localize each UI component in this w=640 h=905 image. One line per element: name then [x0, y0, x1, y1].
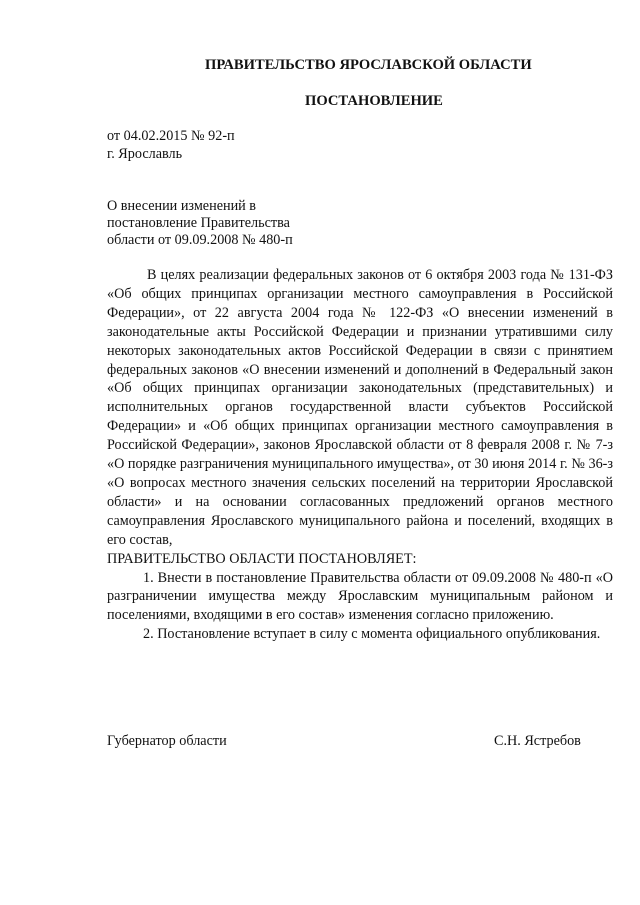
signature-position: Губернатор области	[107, 733, 227, 749]
resolution-item-2: 2. Постановление вступает в силу с момента официального опубликования.	[143, 626, 601, 643]
place: г. Ярославль	[107, 146, 183, 162]
document-body	[107, 266, 613, 644]
date-number: от 04.02.2015 № 92-п	[107, 128, 235, 144]
subject-line-1: О внесении изменений в	[107, 198, 257, 214]
subject-line-3: области от 09.09.2008 № 480-п	[107, 232, 293, 248]
resolution-item-1: 1. Внести в постановление Правительства области от 09.09.2008 № 480-п «О разграничении имущества между Ярославским муниципальным районом и поселениями, входящими в его состав» изменения согласно приложению.	[107, 569, 613, 624]
subject-line-2: постановление Правительства	[107, 215, 290, 231]
organization-heading: ПРАВИТЕЛЬСТВО ЯРОСЛАВСКОЙ ОБЛАСТИ	[205, 57, 532, 73]
resolution-statement: ПРАВИТЕЛЬСТВО ОБЛАСТИ ПОСТАНОВЛЯЕТ:	[107, 550, 417, 567]
preamble-paragraph: В целях реализации федеральных законов от 6 октября 2003 года № 131-ФЗ «Об общих принципах организации местного самоуправления в Российской Федерации», от 22 августа 2004 года № 122-ФЗ «О внесении изменений в законодательные акты Российской Федерации и признании утратившими силу некоторых законодательных актов Российской Федерации в связи с принятием федеральных законов «О внесении изменений и дополнений в Федеральный закон «Об общих принципах организации законодательных (представительных) и исполнительных органов государственной власти субъектов Российской Федерации» и «Об общих принципах организации местного самоуправления в Российской Федерации», законов Ярославской области от 8 февраля 2008 г. № 7-з «О порядке разграничения муниципального имущества», от 30 июня 2014 г. № 36-з «О вопросах местного значения сельских поселений на территории Ярославской области» и на основании согласованных предложений органов местного самоуправления Ярославского муниципального района и поселений, входящих в его состав,	[107, 267, 613, 548]
signature-name: С.Н. Ястребов	[494, 733, 581, 749]
document-type-heading: ПОСТАНОВЛЕНИЕ	[305, 93, 443, 109]
